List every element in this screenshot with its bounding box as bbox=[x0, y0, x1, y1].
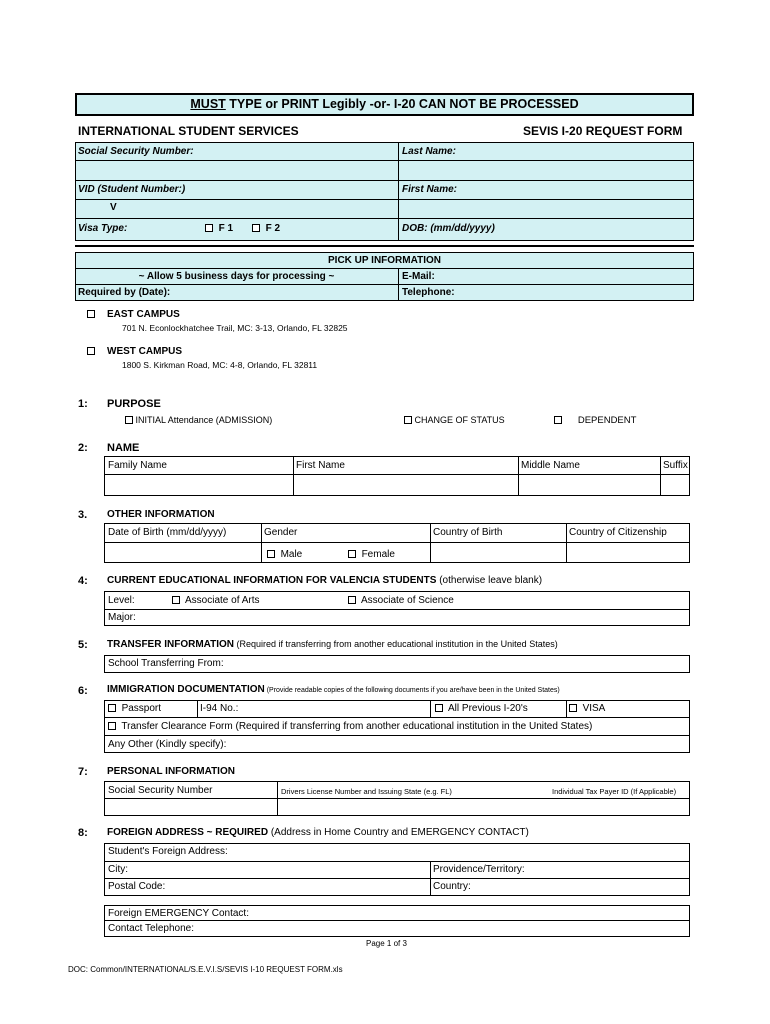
i20-option[interactable] bbox=[435, 704, 528, 714]
section-7-number: 7: bbox=[78, 766, 88, 778]
section-5-number: 5: bbox=[78, 639, 88, 651]
section-2-number: 2: bbox=[78, 442, 88, 454]
level-label: Level: bbox=[108, 595, 135, 606]
purpose-title: PURPOSE bbox=[107, 398, 161, 410]
assoc-science-option[interactable] bbox=[348, 596, 454, 606]
foreign-address-label[interactable]: Student's Foreign Address: bbox=[108, 846, 228, 857]
visa-f2-option[interactable] bbox=[252, 224, 280, 234]
visa-f1-option[interactable] bbox=[205, 224, 233, 234]
personal-ssn-label: Social Security Number bbox=[108, 785, 213, 796]
vid-field[interactable] bbox=[120, 200, 397, 217]
transfer-heading bbox=[107, 640, 558, 650]
section-1-number: 1: bbox=[78, 398, 88, 410]
checkbox-icon bbox=[172, 596, 180, 604]
vid-prefix: V bbox=[110, 202, 117, 213]
immigration-note: (Provide readable copies of the following documents if you are/have been in the United States) bbox=[264, 687, 560, 694]
province-label[interactable]: Providence/Territory: bbox=[433, 864, 525, 875]
i94-label: I-94 No.: bbox=[200, 703, 239, 714]
transfer-note: (Required if transferring from another educational institution in the United States) bbox=[234, 639, 558, 649]
immigration-title: IMMIGRATION DOCUMENTATION bbox=[107, 684, 265, 695]
foreign-address-note: (Address in Home Country and EMERGENCY CONTACT) bbox=[268, 827, 529, 838]
other-info-title: OTHER INFORMATION bbox=[107, 509, 215, 520]
i20-label: All Previous I-20's bbox=[448, 703, 528, 714]
east-campus-label: EAST CAMPUS bbox=[107, 309, 180, 320]
ssn-label: Social Security Number: bbox=[78, 146, 194, 157]
visa-option[interactable] bbox=[569, 704, 605, 714]
country-birth-label: Country of Birth bbox=[433, 527, 503, 538]
east-campus-option[interactable] bbox=[87, 310, 95, 320]
female-label: Female bbox=[361, 549, 395, 560]
drivers-license-field[interactable] bbox=[278, 799, 689, 815]
visa-type-label: Visa Type: bbox=[78, 223, 128, 234]
personal-ssn-field[interactable] bbox=[105, 799, 276, 815]
edu-info-heading bbox=[107, 576, 542, 586]
first-name-label: First Name: bbox=[402, 184, 458, 195]
required-by-label: Required by (Date): bbox=[78, 287, 171, 298]
office-title: INTERNATIONAL STUDENT SERVICES bbox=[78, 124, 299, 138]
banner-text bbox=[75, 98, 694, 111]
tax-id-label: Individual Tax Payer ID (If Applicable) bbox=[552, 787, 677, 796]
initial-label: INITIAL Attendance (ADMISSION) bbox=[135, 415, 273, 425]
form-title: SEVIS I-20 REQUEST FORM bbox=[523, 124, 683, 138]
section-4-number: 4: bbox=[78, 575, 88, 587]
assoc-arts-option[interactable] bbox=[172, 596, 260, 606]
email-label: E-Mail: bbox=[402, 271, 435, 282]
checkbox-icon bbox=[348, 596, 356, 604]
west-campus-option[interactable] bbox=[87, 347, 95, 357]
checkbox-icon bbox=[87, 347, 95, 355]
dob-label: DOB: (mm/dd/yyyy) bbox=[402, 223, 495, 234]
checkbox-icon bbox=[348, 550, 356, 558]
gender-female-option[interactable] bbox=[348, 550, 395, 560]
male-label: Male bbox=[280, 549, 303, 560]
vid-label: VID (Student Number:) bbox=[78, 184, 186, 195]
checkbox-icon bbox=[267, 550, 275, 558]
banner-must: MUST bbox=[190, 97, 226, 111]
school-from-label[interactable]: School Transferring From: bbox=[108, 658, 224, 669]
suffix-field[interactable] bbox=[661, 475, 689, 495]
last-name-label: Last Name: bbox=[402, 146, 456, 157]
purpose-dependent-option[interactable] bbox=[554, 416, 636, 426]
f1-label: F 1 bbox=[218, 223, 234, 234]
page-number: Page 1 of 3 bbox=[366, 939, 407, 948]
edu-title: CURRENT EDUCATIONAL INFORMATION FOR VALENCIA STUDENTS bbox=[107, 575, 437, 586]
checkbox-icon bbox=[205, 224, 213, 232]
assoc-science-label: Associate of Science bbox=[361, 595, 454, 606]
middle-name-label: Middle Name bbox=[521, 460, 580, 471]
assoc-arts-label: Associate of Arts bbox=[185, 595, 260, 606]
name-title: NAME bbox=[107, 442, 140, 454]
immigration-heading bbox=[107, 685, 560, 695]
checkbox-icon bbox=[252, 224, 260, 232]
gender-label: Gender bbox=[264, 527, 298, 538]
foreign-address-title: FOREIGN ADDRESS ~ REQUIRED bbox=[107, 827, 269, 838]
doc-path: DOC: Common/INTERNATIONAL/S.E.V.I.S/SEVIS I-10 REQUEST FORM.xls bbox=[68, 965, 343, 974]
country-citizenship-label: Country of Citizenship bbox=[569, 527, 667, 538]
east-campus-address: 701 N. Econlockhatchee Trail, MC: 3-13, Orlando, FL 32825 bbox=[122, 323, 348, 333]
edu-note: (otherwise leave blank) bbox=[436, 575, 543, 586]
checkbox-icon bbox=[125, 416, 133, 424]
change-label: CHANGE OF STATUS bbox=[414, 415, 505, 425]
passport-label: Passport bbox=[121, 703, 162, 714]
family-name-label: Family Name bbox=[108, 460, 167, 471]
f2-label: F 2 bbox=[265, 223, 281, 234]
middle-name-field[interactable] bbox=[519, 475, 659, 495]
dob-col-label: Date of Birth (mm/dd/yyyy) bbox=[108, 527, 227, 538]
first-name-input[interactable] bbox=[294, 475, 517, 495]
banner-rest: TYPE or PRINT Legibly -or- I-20 CAN NOT BE PROCESSED bbox=[225, 97, 579, 111]
section-8-number: 8: bbox=[78, 827, 88, 839]
major-label: Major: bbox=[108, 612, 136, 623]
checkbox-icon bbox=[554, 416, 562, 424]
dependent-label: DEPENDENT bbox=[577, 415, 637, 426]
section-6-number: 6: bbox=[78, 685, 88, 697]
personal-info-title: PERSONAL INFORMATION bbox=[107, 766, 235, 777]
west-campus-label: WEST CAMPUS bbox=[107, 346, 182, 357]
passport-option[interactable] bbox=[108, 704, 161, 714]
checkbox-icon bbox=[569, 704, 577, 712]
checkbox-icon bbox=[435, 704, 443, 712]
first-name-field[interactable] bbox=[399, 200, 693, 217]
checkbox-icon bbox=[87, 310, 95, 318]
family-name-field[interactable] bbox=[105, 475, 292, 495]
checkbox-icon bbox=[108, 704, 116, 712]
transfer-clearance-label: Transfer Clearance Form (Required if transferring from another educational institution in the United States) bbox=[121, 721, 593, 732]
pickup-title: PICK UP INFORMATION bbox=[328, 255, 441, 266]
section-3-number: 3. bbox=[78, 509, 88, 521]
checkbox-icon bbox=[108, 722, 116, 730]
visa-label: VISA bbox=[582, 703, 606, 714]
last-name-field[interactable] bbox=[399, 161, 693, 179]
suffix-label: Suffix bbox=[663, 460, 688, 471]
purpose-change-option[interactable] bbox=[404, 416, 505, 425]
ssn-field[interactable] bbox=[76, 161, 397, 179]
gender-male-option[interactable] bbox=[267, 550, 302, 560]
transfer-clearance-option[interactable] bbox=[108, 722, 592, 732]
emergency-contact-label[interactable]: Foreign EMERGENCY Contact: bbox=[108, 908, 249, 919]
contact-telephone-label[interactable]: Contact Telephone: bbox=[108, 923, 194, 934]
foreign-address-heading bbox=[107, 828, 529, 838]
allow-note: ~ Allow 5 business days for processing ~ bbox=[138, 271, 335, 282]
any-other-label[interactable]: Any Other (Kindly specify): bbox=[108, 739, 227, 750]
telephone-label: Telephone: bbox=[402, 287, 455, 298]
country-label[interactable]: Country: bbox=[433, 881, 471, 892]
city-label[interactable]: City: bbox=[108, 864, 128, 875]
postal-code-label[interactable]: Postal Code: bbox=[108, 881, 166, 892]
transfer-title: TRANSFER INFORMATION bbox=[107, 639, 235, 650]
drivers-license-label: Drivers License Number and Issuing State (e.g. FL) bbox=[281, 787, 452, 796]
purpose-initial-option[interactable] bbox=[125, 416, 272, 425]
checkbox-icon bbox=[404, 416, 412, 424]
first-name-col-label: First Name bbox=[296, 460, 345, 471]
west-campus-address: 1800 S. Kirkman Road, MC: 4-8, Orlando, FL 32811 bbox=[122, 360, 318, 370]
